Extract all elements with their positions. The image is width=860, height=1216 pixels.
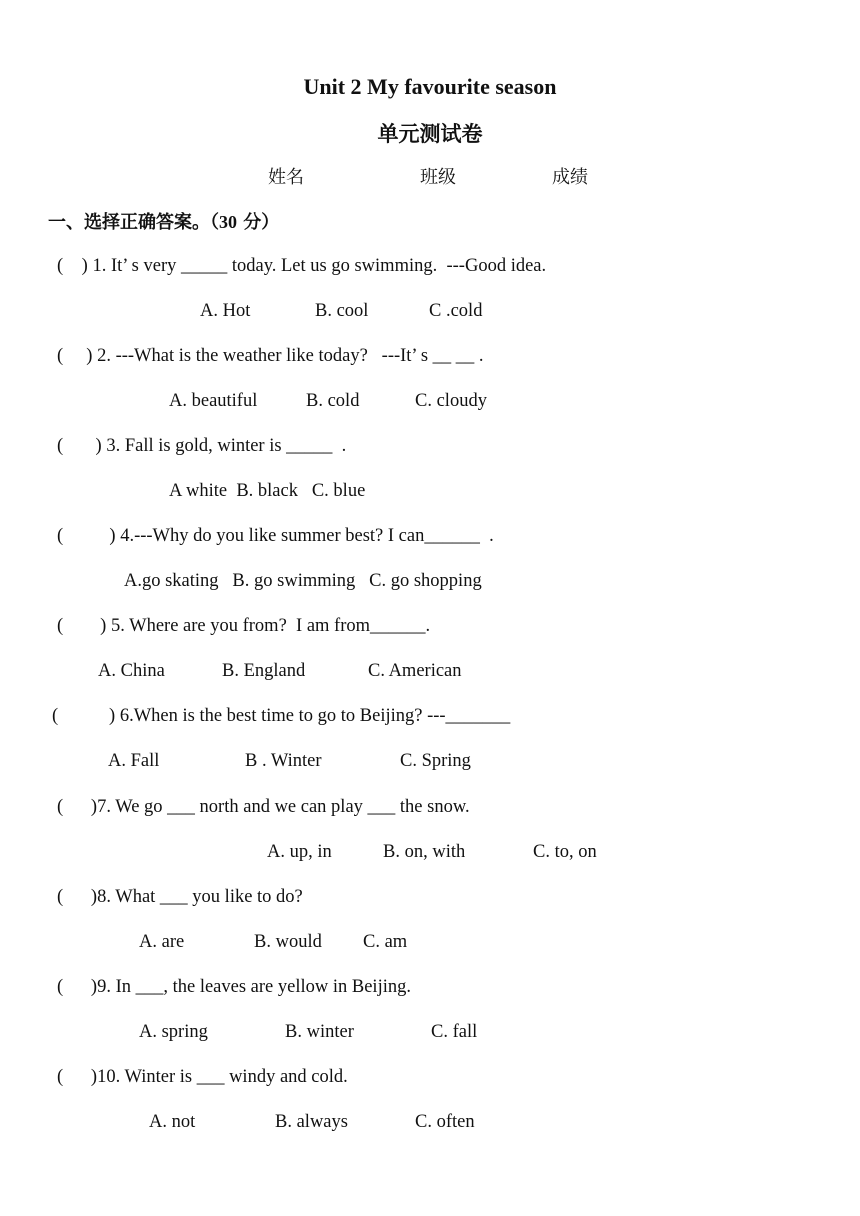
question-10-option-c: C. often [415,1112,475,1132]
question-1-stem: ( ) 1. It’ s very _____ today. Let us go swimming. ---Good idea. [57,256,547,276]
question-4-options: A.go skating B. go swimming C. go shopping [124,571,482,591]
question-4-stem: ( ) 4.---Why do you like summer best? I can______ . [57,526,494,546]
section-points-unit: 分） [237,212,280,233]
question-5-option-c: C. American [368,661,462,681]
question-1-option-a: A. Hot [200,301,251,321]
question-5-option-b: B. England [222,661,306,681]
page-title: Unit 2 My favourite season [303,74,557,99]
question-5-option-a: A. China [98,661,165,681]
question-9-stem: ( )9. In ___, the leaves are yellow in Beijing. [57,977,411,997]
question-8-option-c: C. am [363,932,408,952]
question-1-option-b: B. cool [315,301,369,321]
question-10-option-a: A. not [149,1112,196,1132]
question-2-option-a: A. beautiful [169,391,258,411]
question-3-options: A white B. black C. blue [169,481,366,501]
section-heading-text: 一、选择正确答案。（ [48,212,219,233]
question-6-option-c: C. Spring [400,751,471,771]
question-2-stem: ( ) 2. ---What is the weather like today? ---It’ s __ __ . [57,346,484,366]
question-10-option-b: B. always [275,1112,348,1132]
question-7-option-a: A. up, in [267,842,332,862]
score-label: 成绩 [552,167,588,188]
question-1-option-c: C .cold [429,301,483,321]
question-8-option-b: B. would [254,932,322,952]
question-10-stem: ( )10. Winter is ___ windy and cold. [57,1067,348,1087]
question-9-option-b: B. winter [285,1022,354,1042]
class-label: 班级 [420,167,456,188]
question-7-option-c: C. to, on [533,842,597,862]
question-6-option-b: B . Winter [245,751,322,771]
question-8-stem: ( )8. What ___ you like to do? [57,887,303,907]
question-6-stem: ( ) 6.When is the best time to go to Beijing? ---_______ [52,706,511,726]
question-8-option-a: A. are [139,932,185,952]
question-7-stem: ( )7. We go ___ north and we can play ___ the snow. [57,797,470,817]
question-7-option-b: B. on, with [383,842,466,862]
question-5-stem: ( ) 5. Where are you from? I am from______. [57,616,431,636]
page-subtitle: 单元测试卷 [377,122,483,146]
question-2-option-c: C. cloudy [415,391,487,411]
name-label: 姓名 [268,167,304,188]
section-points: 30 [219,212,237,232]
question-9-option-c: C. fall [431,1022,478,1042]
question-9-option-a: A. spring [139,1022,208,1042]
section-heading [48,208,279,234]
question-6-option-a: A. Fall [108,751,160,771]
question-3-stem: ( ) 3. Fall is gold, winter is _____ . [57,436,347,456]
question-2-option-b: B. cold [306,391,360,411]
